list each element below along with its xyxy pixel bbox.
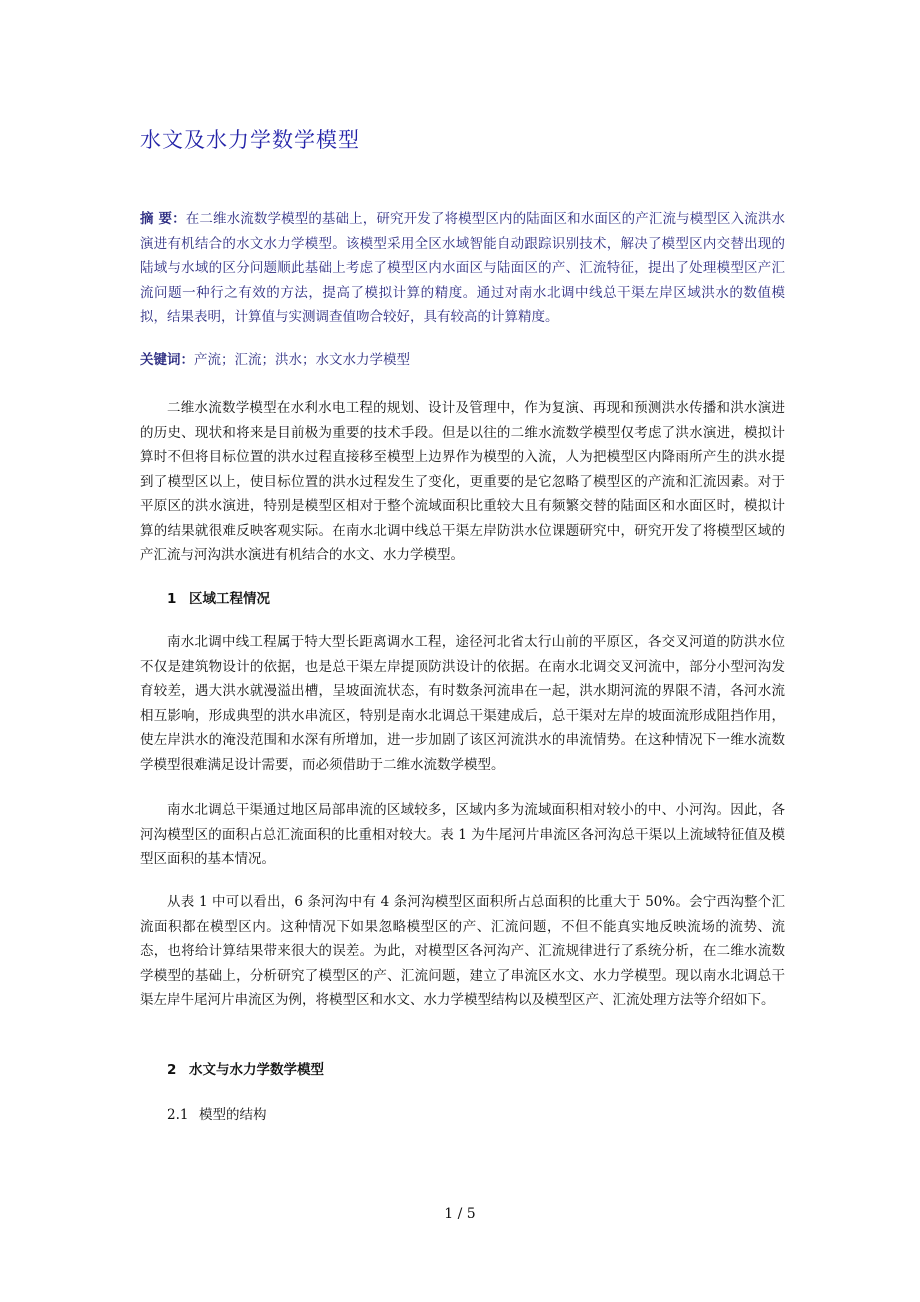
keywords-label: 关键词： xyxy=(140,352,194,368)
paragraph-analysis: 从表 1 中可以看出，6 条河沟中有 4 条河沟模型区面积所占总面积的比重大于 50%。会宁西沟整个汇流面积都在模型区内。这种情况下如果忽略模型区的产、汇流问题，不但不能真实地反映流场的流势、流态，也将给计算结果带来很大的误差。为此，对模型区各河沟产、汇流规律进行了系统分析，在二维水流数学模型的基础上，分析研究了模型区的产、汇流问题，建立了串流区水文、水力学模型。现以南水北调总干渠左岸牛尾河片串流区为例，将模型区和水文、水力学模型结构以及模型区产、汇流处理方法等介绍如下。 xyxy=(140,894,785,1008)
abstract-text: 在二维水流数学模型的基础上，研究开发了将模型区内的陆面区和水面区的产汇流与模型区入流洪水演进有机结合的水文水力学模型。该模型采用全区水域智能自动跟踪识别技术，解决了模型区内交替出现的陆域与水域的区分问题顺此基础上考虑了模型区内水面区与陆面区的产、汇流特征，提出了处理模型区产汇流问题一种行之有效的方法，提高了模拟计算的精度。通过对南水北调中线总干渠左岸区域洪水的数值模拟，结果表明，计算值与实测调查值吻合较好，具有较高的计算精度。 xyxy=(140,211,786,325)
subsection-title: 模型的结构 xyxy=(199,1107,267,1123)
keywords-text: 产流；汇流；洪水；水文水力学模型 xyxy=(194,352,410,368)
section-title: 水文与水力学数学模型 xyxy=(189,1062,324,1078)
section-number: 2 xyxy=(167,1062,177,1078)
keywords xyxy=(140,348,785,373)
abstract xyxy=(140,207,785,330)
paragraph-intro: 二维水流数学模型在水利水电工程的规划、设计及管理中，作为复演、再现和预测洪水传播和洪水演进的历史、现状和将来是目前极为重要的技术手段。但是以往的二维水流数学模型仅考虑了洪水演进，模拟计算时不但将目标位置的洪水过程直接移至模型上边界作为模型的入流，人为把模型区内降雨所产生的洪水提到了模型区以上，使目标位置的洪水过程发生了变化，更重要的是它忽略了模型区的产流和汇流因素。对于平原区的洪水演进，特别是模型区相对于整个流域面积比重较大且有频繁交替的陆面区和水面区时，模拟计算的结果就很难反映客观实际。在南水北调中线总干渠左岸防洪水位课题研究中，研究开发了将模型区域的产汇流与河沟洪水演进有机结合的水文、水力学模型。 xyxy=(140,400,785,563)
subsection-heading-2-1 xyxy=(167,1103,267,1123)
section-title: 区域工程情况 xyxy=(189,591,270,607)
page-number: 1 / 5 xyxy=(444,1206,476,1222)
section-heading-1 xyxy=(167,587,270,607)
abstract-label: 摘 要： xyxy=(140,211,186,227)
section-number: 1 xyxy=(167,591,177,607)
subsection-number: 2.1 xyxy=(167,1107,189,1123)
paragraph-table-intro: 南水北调总干渠通过地区局部串流的区域较多，区域内多为流域面积相对较小的中、小河沟。因此，各河沟模型区的面积占总汇流面积的比重相对较大。表 1 为牛尾河片串流区各河沟总干渠以上流域特征值及模型区面积的基本情况。 xyxy=(140,802,785,867)
paragraph-region: 南水北调中线工程属于特大型长距离调水工程，途径河北省太行山前的平原区，各交叉河道的防洪水位不仅是建筑物设计的依据，也是总干渠左岸提顶防洪设计的依据。在南水北调交叉河流中，部分小型河沟发育较差，遇大洪水就漫溢出槽，呈坡面流状态，有时数条河流串在一起，洪水期河流的界限不清，各河水流相互影响，形成典型的洪水串流区，特别是南水北调总干渠建成后，总干渠对左岸的坡面流形成阻挡作用，使左岸洪水的淹没范围和水深有所增加，进一步加剧了该区河流洪水的串流情势。在这种情况下一维水流数学模型很难满足设计需要，而必须借助于二维水流数学模型。 xyxy=(140,634,785,773)
document-title: 水文及水力学数学模型 xyxy=(140,128,360,152)
section-heading-2 xyxy=(167,1058,324,1078)
